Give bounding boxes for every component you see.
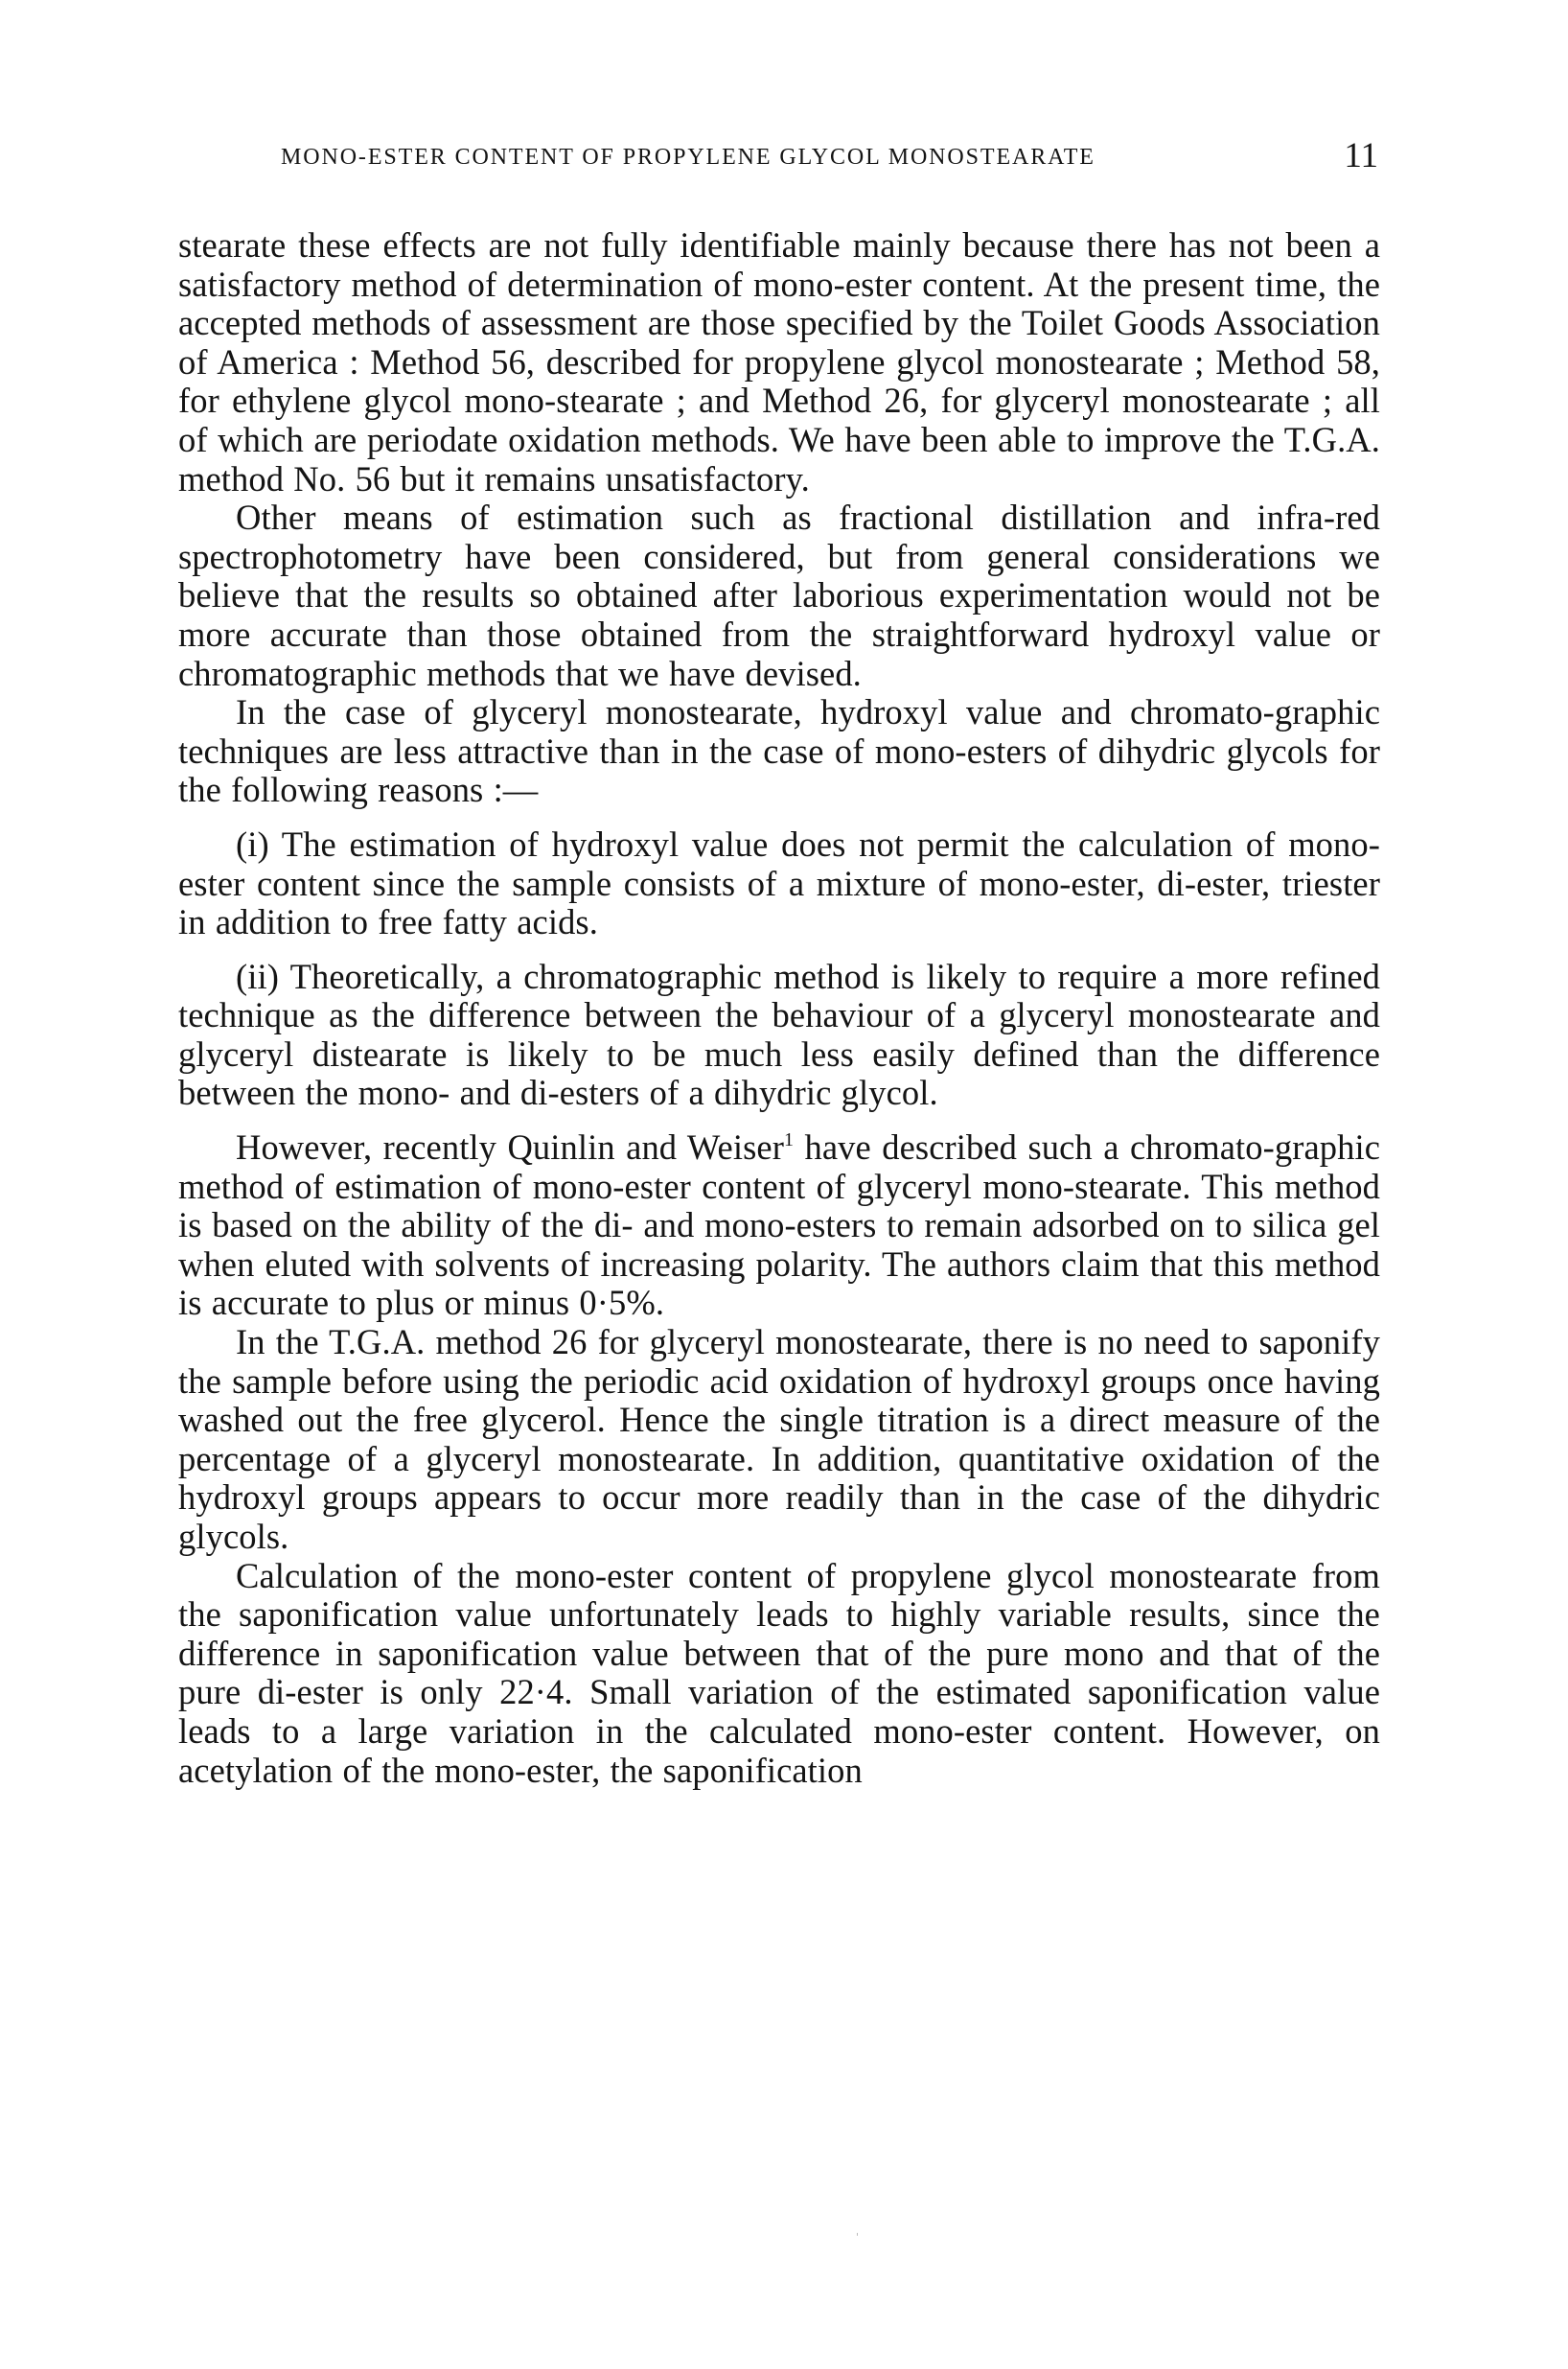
paragraph: Other means of estimation such as fractional distillation and infra-red spectrophotometry have been considered, but from general considerations we believe that the results so obtained after laborious experimentation would not be more accurate than those obtained from the straightforward hydroxyl value or chromatographic methods that we have devised. <box>178 498 1380 693</box>
footnote-reference[interactable]: 1 <box>783 1129 795 1151</box>
list-item-reason-ii: (ii) Theoretically, a chromatographic method is likely to require a more refined technique as the difference between the behaviour of a glyceryl monostearate and glyceryl distearate is likely to be much less easily defined than the difference between the mono- and di-esters of a dihydric glycol. <box>178 956 1380 1113</box>
body-text <box>178 226 1380 1790</box>
paragraph: In the case of glyceryl monostearate, hydroxyl value and chromato-graphic techniques are less attractive than in the case of mono-esters of dihydric glycols for the following reasons :— <box>178 692 1380 810</box>
running-header <box>178 136 1380 178</box>
scan-speck <box>857 2233 858 2236</box>
paragraph <box>178 1128 1380 1323</box>
paragraph: stearate these effects are not fully identifiable mainly because there has not been a satisfactory method of determination of mono-ester content. At the present time, the accepted methods of assessment are those specified by the Toilet Goods Association of America : Method 56, described for propylene glycol monostearate ; Method 58, for ethylene glycol mono-stearate ; and Method 26, for glyceryl monostearate ; all of which are periodate oxidation methods. We have been able to improve the T.G.A. method No. 56 but it remains unsatisfactory. <box>178 225 1380 499</box>
page-number: 11 <box>1344 136 1378 175</box>
paragraph-text: have described such a chromato-graphic method of estimation of mono-ester content of glyceryl mono-stearate. This method is based on the ability of the di- and mono-esters to remain adsorbed on to silica gel when eluted with solvents of increasing polarity. The authors claim that this method is accurate to plus or minus 0·5%. <box>178 1127 1381 1323</box>
paragraph: Calculation of the mono-ester content of propylene glycol monostearate from the saponification value unfortunately leads to highly variable results, since the difference in saponification value between that of the pure mono and that of the pure di-ester is only 22·4. Small variation of the estimated saponification value leads to a large variation in the calculated mono-ester content. However, on acetylation of the mono-ester, the saponification <box>178 1555 1380 1790</box>
running-title: MONO-ESTER CONTENT OF PROPYLENE GLYCOL MONOSTEARATE <box>281 145 1095 170</box>
list-item-reason-i: (i) The estimation of hydroxyl value does not permit the calculation of mono-ester content since the sample consists of a mixture of mono-ester, di-ester, triester in addition to free fatty acids. <box>178 824 1380 942</box>
paragraph: In the T.G.A. method 26 for glyceryl monostearate, there is no need to saponify the sample before using the periodic acid oxidation of hydroxyl groups once having washed out the free glycerol. Hence the single titration is a direct measure of the percentage of a glyceryl monostearate. In addition, quantitative oxidation of the hydroxyl groups appears to occur more readily than in the case of the dihydric glycols. <box>178 1322 1380 1556</box>
paragraph-text: However, recently Quinlin and Weiser <box>236 1127 784 1168</box>
